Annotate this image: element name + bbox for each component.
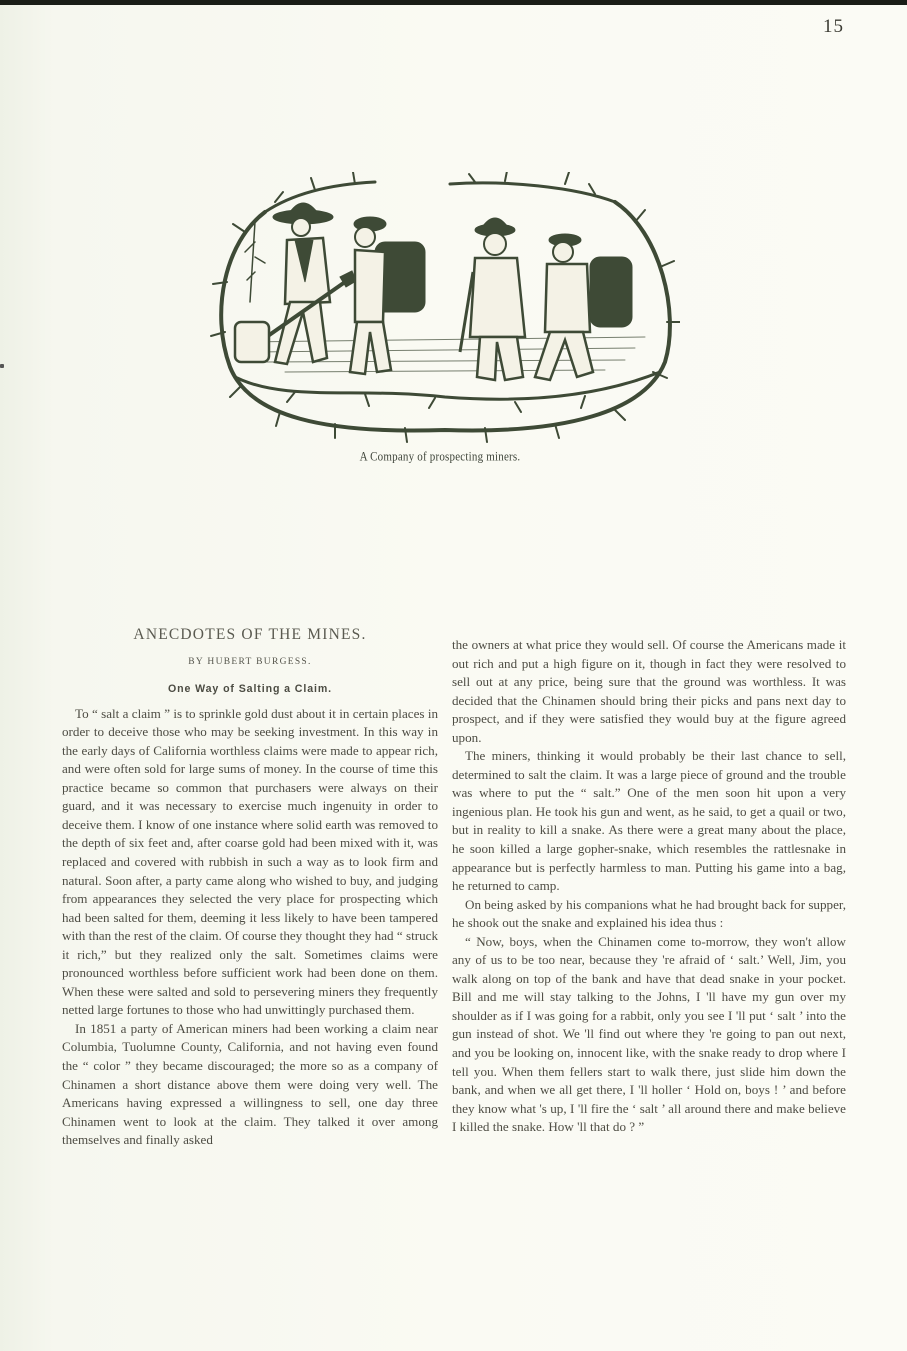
miners-engraving-illustration — [205, 172, 680, 447]
page-top-edge — [0, 0, 907, 5]
paragraph: On being asked by his companions what he had brought back for supper, he shook out the snake and explained his idea thus : — [452, 896, 846, 931]
article-left-column — [62, 626, 438, 1150]
article-title: ANECDOTES OF THE MINES. — [133, 626, 367, 643]
article-right-column — [452, 636, 846, 1137]
illustration-caption: A Company of prospecting miners. — [359, 450, 521, 464]
article-byline: BY HUBERT BURGESS. — [188, 656, 312, 667]
article-subhead: One Way of Salting a Claim. — [167, 683, 332, 696]
paragraph: To “ salt a claim ” is to sprinkle gold dust about it in certain places in order to deceive those who may be seeking investment. In this way in the early days of California worthless claims were made to appear rich, and were often sold for large sums of money. In the course of time this practice became so common that purchasers were always on their guard, and it was necessary to exercise much ingenuity in order to deceive them. I know of one instance where solid earth was removed to the depth of six feet and, after coarse gold had been mixed with it, was replaced and covered with rubbish in such a way as to look firm and natural. Soon after, a party came along who wished to buy, and judging from appearances they selected the very place for prospecting which had been salted for them, deeming it less likely to have been tampered with than the rest of the claim. Of course they thought they had “ struck it rich,” but they realized only the salt. Sometimes claims were pronounced worthless before sufficient work had been done on them. When these were salted and sold to persevering miners they frequently netted large fortunes to those who had unwittingly purchased them. — [62, 705, 438, 1018]
paragraph: the owners at what price they would sell. Of course the Americans made it out rich and put a high figure on it, though in fact they were resolved to sell out at any price, being sure that the ground was worthless. It was decided that the Chinamen should bring their picks and pans next day to prospect, and if they were satisfied they would buy at the figure agreed upon. — [452, 637, 846, 745]
page-number: 15 — [823, 16, 844, 37]
paragraph: “ Now, boys, when the Chinamen come to-morrow, they won't allow any of us to be too near, because they 're afraid of ‘ salt.’ Well, Jim, you walk along on top of the bank and have that dead snake in your pocket. Bill and me will stay talking to the Johns, I 'll have my gun over my shoulder as if I was going for a rabbit, only you see I 'll put ‘ salt ’ into the gun instead of shot. We 'll find out where they 're going to pan out next, and you be looking on, innocent like, with the snake ready to drop where I tell you. When them fellers start to walk there, just slide him down the bank, and when we all get there, I 'll holler ‘ Hold on, boys ! ’ and before they know what 's up, I 'll fire the ‘ salt ’ all around there and make believe I killed the snake. How 'll that do ? ” — [452, 933, 846, 1135]
scan-speck — [0, 364, 4, 368]
paragraph: In 1851 a party of American miners had been working a claim near Columbia, Tuolumne County, California, and not having even found the “ color ” they became discouraged; the more so as a company of Chinamen a short distance above them were doing very well. The Americans having expressed a willingness to sell, one day three Chinamen went to look at the claim. They talked it over among themselves and finally asked — [62, 1020, 438, 1148]
paragraph: The miners, thinking it would probably be their last chance to sell, determined to salt the claim. It was a large piece of ground and the trouble was where to put the “ salt.” One of the men soon hit upon a very ingenious plan. He took his gun and went, as he said, to get a quail or two, but in reality to kill a snake. As there were a great many about the place, he soon killed a large gopher-snake, which resembles the rattlesnake in appearance but is perfectly harmless to man. Putting his game into a bag, he returned to camp. — [452, 748, 846, 894]
